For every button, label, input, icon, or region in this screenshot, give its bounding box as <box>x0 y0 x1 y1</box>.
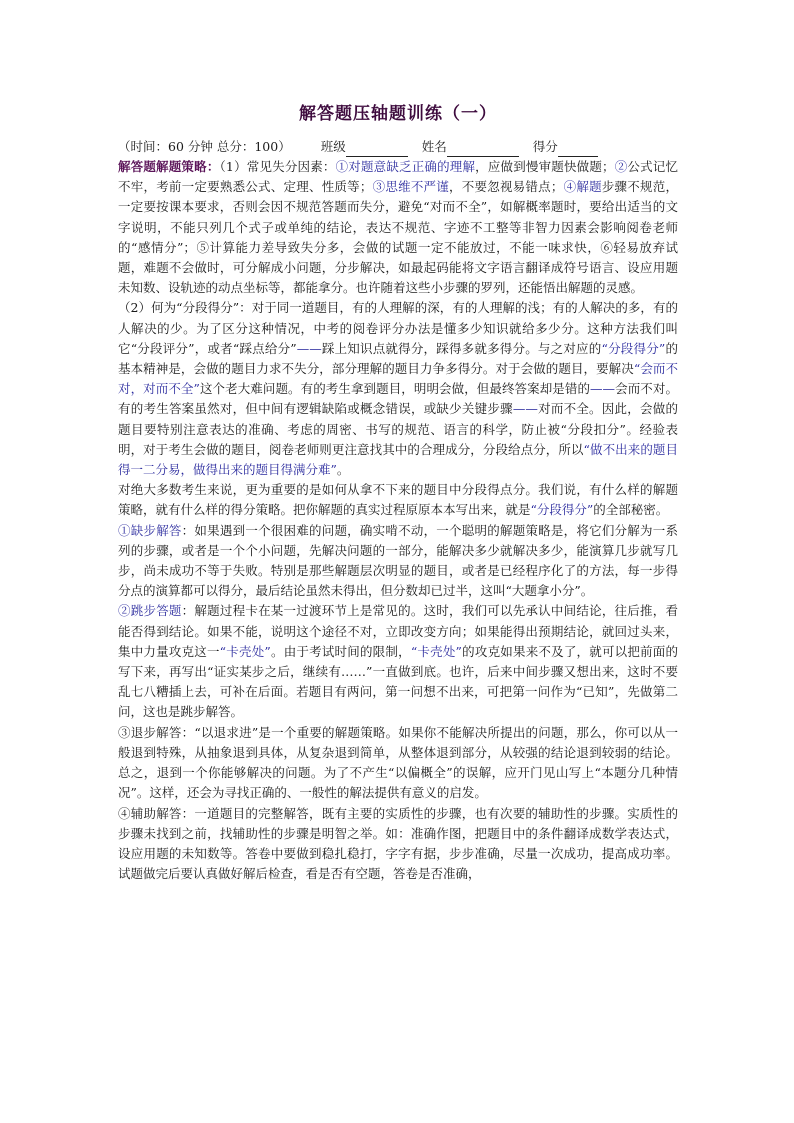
time-score-info: （时间：60 分钟 总分：100） <box>118 139 291 154</box>
class-blank[interactable] <box>346 142 408 157</box>
method-label: ④辅助解答 <box>118 805 182 821</box>
body-text <box>118 157 678 884</box>
method-missing-steps: ①缺步解答：如果遇到一个很困难的问题，确实啃不动，一个聪明的解题策略是，将它们分解为一系列的步骤，或者是一个个小问题，先解决问题的一部分，能解决多少就解决多少，能演算几步就写几步，尚未成功不等于失败。特别是那些解题层次明显的题目，或者是已经程序化了的方法，每一步得分点的演算都可以得分，最后结论虽然未得出，但分数却已过半，这叫“大题拿小分”。 <box>118 522 678 599</box>
strategy-part3: 对绝大多数考生来说，更为重要的是如何从拿不下来的题目中分段得点分。我们说，有什么样的解题策略，就有什么样的得分策略。把你解题的真实过程原原本本写出来，就是“分段得分”的全部秘密。 <box>118 482 678 518</box>
score-blank[interactable] <box>558 142 598 157</box>
strategy-part1: 解答题解题策略：（1）常见失分因素：①对题意缺乏正确的理解，应做到慢审题快做题；②公式记忆不牢，考前一定要熟悉公式、定理、性质等；③思维不严谨，不要忽视易错点；④解题步骤不规范，一定要按课本要求，否则会因不规范答题而失分，避免“对而不全”，如解概率题时，要给出适当的文字说明，不能只列几个式子或单纯的结论，表达不规范、字迹不工整等非智力因素会影响阅卷老师的“感情分”；⑤计算能力差导致失分多，会做的试题一定不能放过，不能一味求快，⑥轻易放弃试题，难题不会做时，可分解成小问题，分步解决，如最起码能将文字语言翻译成符号语言、设应用题未知数、设轨迹的动点坐标等，都能拿分。也许随着这些小步骤的罗列，还能悟出解题的灵感。 <box>118 159 678 296</box>
name-blank[interactable] <box>447 142 519 157</box>
method-step-back: ③退步解答：“以退求进”是一个重要的解题策略。如果你不能解决所提出的问题，那么，你可以从一般退到特殊，从抽象退到具体，从复杂退到简单，从整体退到部分，从较强的结论退到较弱的结论。总之，退到一个你能够解决的问题。为了不产生“以偏概全”的误解，应开门见山写上“本题分几种情况”。这样，还会为寻找正确的、一般性的解法提供有意义的启发。 <box>118 724 678 801</box>
method-label: ②跳步答题 <box>118 603 182 619</box>
strategy-heading: 解答题解题策略 <box>118 159 207 174</box>
exam-meta-line <box>118 137 678 157</box>
score-label: 得分 <box>532 139 558 154</box>
name-label: 姓名 <box>421 139 447 154</box>
method-label: ③退步解答 <box>118 724 182 740</box>
method-auxiliary: ④辅助解答：一道题目的完整解答，既有主要的实质性的步骤，也有次要的辅助性的步骤。实质性的步骤未找到之前，找辅助性的步骤是明智之举。如：准确作图，把题目中的条件翻译成数学表达式，设应用题的未知数等。答卷中要做到稳扎稳打，字字有据，步步准确，尽量一次成功，提高成功率。试题做完后要认真做好解后检查，看是否有空题，答卷是否准确， <box>118 805 678 882</box>
method-label: ①缺步解答 <box>118 522 182 538</box>
page-title: 解答题压轴题训练（一） <box>299 104 497 124</box>
strategy-part2: （2）何为“分段得分”：对于同一道题目，有的人理解的深，有的人理解的浅；有的人解决的多，有的人解决的少。为了区分这种情况，中考的阅卷评分办法是懂多少知识就给多少分。这种方法我们叫它“分段评分”，或者“踩点给分”——踩上知识点就得分，踩得多就多得分。与之对应的“分段得分”的基本精神是，会做的题目力求不失分，部分理解的题目力争多得分。对于会做的题目，要解决“会而不对，对而不全”这个老大难问题。有的考生拿到题目，明明会做，但最终答案却是错的——会而不对。有的考生答案虽然对，但中间有逻辑缺陷或概念错误，或缺少关键步骤——对而不全。因此，会做的题目要特别注意表达的准确、考虑的周密、书写的规范、语言的科学，防止被“分段扣分”。经验表明，对于考生会做的题目，阅卷老师则更注意找其中的合理成分，分段给点分，所以“做不出来的题目得一二分易，做得出来的题目得满分难”。 <box>118 300 679 478</box>
worksheet-page <box>118 103 678 884</box>
method-skip-steps: ②跳步答题：解题过程卡在某一过渡环节上是常见的。这时，我们可以先承认中间结论，往后推，看能否得到结论。如果不能，说明这个途径不对，立即改变方向；如果能得出预期结论，就回过头来，集中力量攻克这一“卡壳处”。由于考试时间的限制，“卡壳处”的攻克如果来不及了，就可以把前面的写下来，再写出“证实某步之后，继续有……”一直做到底。也许，后来中间步骤又想出来，这时不要乱七八糟插上去，可补在后面。若题目有两问，第一问想不出来，可把第一问作为“已知”，先做第二问，这也是跳步解答。 <box>118 603 678 720</box>
class-label: 班级 <box>320 139 346 154</box>
